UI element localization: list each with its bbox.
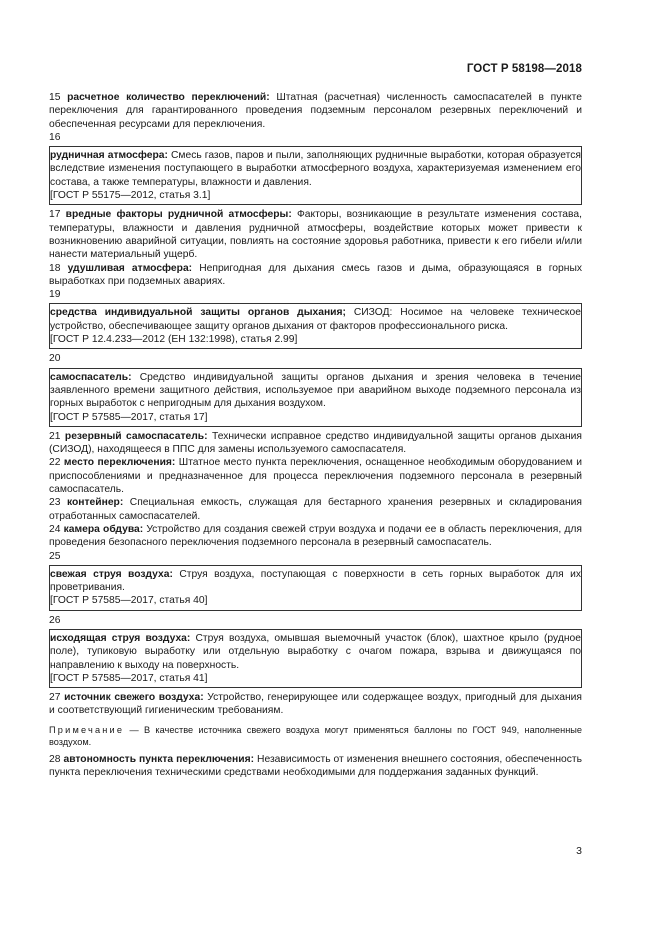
term-name: контейнер: <box>66 497 124 509</box>
term-definition: Штатная (расчетная) численность самоспасателей в пункте переключения для гарантированного проведения подземным персоналом резервных переключений и обеспеченная ресурсами для переключения. <box>49 92 582 130</box>
source-reference: [ГОСТ Р 12.4.233—2012 (ЕН 132:1998), статья 2.99] <box>50 334 298 346</box>
term-name: камера обдува: <box>63 523 144 535</box>
term-definition: Факторы, возникающие в результате изменения состава, температуры, влажности и давления рудничной атмосферы, воздействие которых может привести к возникновению аварийной ситуации, повлиять на состояние здоровья работника, привести к его гибели и/или нанести материальный ущерб. <box>49 209 582 261</box>
term-name: автономность пункта переключения: <box>63 753 255 765</box>
note-text: — В качестве источника свежего воздуха могут применяться баллоны по ГОСТ 949, наполненные воздухом. <box>49 724 582 747</box>
term-entry-28: 28 автономность пункта переключения: Независимость от изменения внешнего состояния, обеспеченность пункта переключения техническими средствами необходимыми для поддержания заданных функций. <box>49 753 582 779</box>
terms-section <box>49 91 582 779</box>
term-entry-24: 24 камера обдува: Устройство для создания свежей струи воздуха и подачи ее в область переключения, для проведения безопасного переключения подземного персонала в резервный самоспасатель. <box>49 523 582 549</box>
term-entry-17: 17 вредные факторы рудничной атмосферы: Факторы, возникающие в результате изменения состава, температуры, влажности и давления рудничной атмосферы, воздействие которых может привести к возникновению аварийной ситуации, повлиять на состояние здоровья работника, привести к его гибели и/или нанести материальный ущерб. <box>49 209 582 261</box>
term-definition: Непригодная для дыхания смесь газов и дыма, образующаяся в горных выработках при подземных авариях. <box>49 262 582 287</box>
term-name: средства индивидуальной защиты органов дыхания; <box>50 307 346 319</box>
quoted-definition-box-26 <box>49 629 582 688</box>
term-definition: Средство индивидуальной защиты органов дыхания и зрения человека в течение заявленного времени защитного действия, используемое при аварийном выходе подземного персонала из горных выработок с непригодным для дыхания воздухом. <box>50 371 581 410</box>
note-label: Примечание <box>49 724 125 735</box>
term-name: свежая струя воздуха: <box>50 568 173 580</box>
term-number-19: 19 <box>49 289 61 301</box>
page-number: 3 <box>576 845 582 857</box>
term-definition: Технически исправное средство индивидуальной защиты органов дыхания (СИЗОД), находящееся в ППС для замены используемого самоспасателя. <box>49 430 582 456</box>
term-entry-23: 23 контейнер: Специальная емкость, служащая для бестарного хранения резервных и складирования отработанных самоспасателей. <box>49 497 582 522</box>
term-name: рудничная атмосфера: <box>50 150 168 162</box>
term-number-20: 20 <box>49 353 61 365</box>
document-header: ГОСТ Р 58198—2018 <box>466 63 582 75</box>
term-name: самоспасатель: <box>50 371 132 383</box>
note <box>49 724 582 748</box>
source-reference: [ГОСТ Р 55175—2012, статья 3.1] <box>50 190 211 202</box>
term-definition: Смесь газов, паров и пыли, заполняющих рудничные выработки, которая образуется вследствие изменения поступающего в выработки атмосферного воздуха, характеризуемая изменением его состава, а также температуры, влажности и давления. <box>50 150 581 188</box>
term-name: место переключения: <box>63 457 176 469</box>
term-definition: Струя воздуха, поступающая с поверхности в сеть горных выработок для их проветривания. <box>50 568 582 594</box>
source-reference: [ГОСТ Р 57585—2017, статья 41] <box>50 672 208 684</box>
term-name: резервный самоспасатель: <box>64 430 208 442</box>
term-entry-22: 22 место переключения: Штатное место пункта переключения, оснащенное необходимым оборудованием и приспособлениями и предназначенное для процесса переключения подземного персонала в резервный самоспасатель. <box>49 457 582 496</box>
term-number-25: 25 <box>49 550 61 562</box>
term-definition: СИЗОД: Носимое на человеке техническое устройство, обеспечивающее защиту органов дыхания от факторов профессионального риска. <box>50 307 581 332</box>
term-definition: Устройство, генерирующее или содержащее воздух, пригодный для дыхания и соответствующий гигиеническим требованиям. <box>49 692 582 717</box>
term-entry-18: 18 удушливая атмосфера: Непригодная для дыхания смесь газов и дыма, образующаяся в горных выработках при подземных авариях. <box>49 262 582 287</box>
quoted-definition-box-20 <box>49 368 582 427</box>
source-reference: [ГОСТ Р 57585—2017, статья 40] <box>50 595 208 607</box>
quoted-definition-box-16 <box>49 146 582 205</box>
term-name: источник свежего воздуха: <box>64 692 204 704</box>
quoted-definition-box-19 <box>49 303 582 349</box>
term-definition: Штатное место пункта переключения, оснащенное необходимым оборудованием и приспособлениями и предназначенное для процесса переключения подземного персонала в резервный самоспасатель. <box>49 457 582 496</box>
term-entry-21: 21 резервный самоспасатель: Технически исправное средство индивидуальной защиты органов дыхания (СИЗОД), находящееся в ППС для замены используемого самоспасателя. <box>49 430 582 456</box>
source-reference: [ГОСТ Р 57585—2017, статья 17] <box>50 411 208 423</box>
term-definition: Независимость от изменения внешнего состояния, обеспеченность пункта переключения техническими средствами необходимыми для поддержания заданных функций. <box>49 753 582 779</box>
term-definition: Устройство для создания свежей струи воздуха и подачи ее в область переключения, для проведения безопасного переключения подземного персонала в резервный самоспасатель. <box>49 523 582 549</box>
term-name: удушливая атмосфера: <box>67 262 193 274</box>
term-name: расчетное количество переключений: <box>67 92 270 103</box>
term-entry-27: 27 источник свежего воздуха: Устройство, генерирующее или содержащее воздух, пригодный для дыхания и соответствующий гигиеническим требованиям. <box>49 692 582 717</box>
quoted-definition-box-25 <box>49 565 582 611</box>
term-entry-15: 15 расчетное количество переключений: Штатная (расчетная) численность самоспасателей в пункте переключения для гарантированного проведения подземным персоналом резервных переключений и обеспеченная ресурсами для переключения. <box>49 92 582 130</box>
term-definition: Специальная емкость, служащая для бестарного хранения резервных и складирования отработанных самоспасателей. <box>49 497 582 522</box>
term-definition: Струя воздуха, омывшая выемочный участок (блок), шахтное крыло (рудное поле), тупиковую выработку или отдельную выработку с очагом пожара, взрыва и движущаяся по направлению к выходу на поверхность. <box>50 632 581 671</box>
term-number-16: 16 <box>49 131 61 143</box>
term-name: исходящая струя воздуха: <box>50 632 191 644</box>
term-number-26: 26 <box>49 614 61 626</box>
term-name: вредные факторы рудничной атмосферы: <box>65 209 292 221</box>
